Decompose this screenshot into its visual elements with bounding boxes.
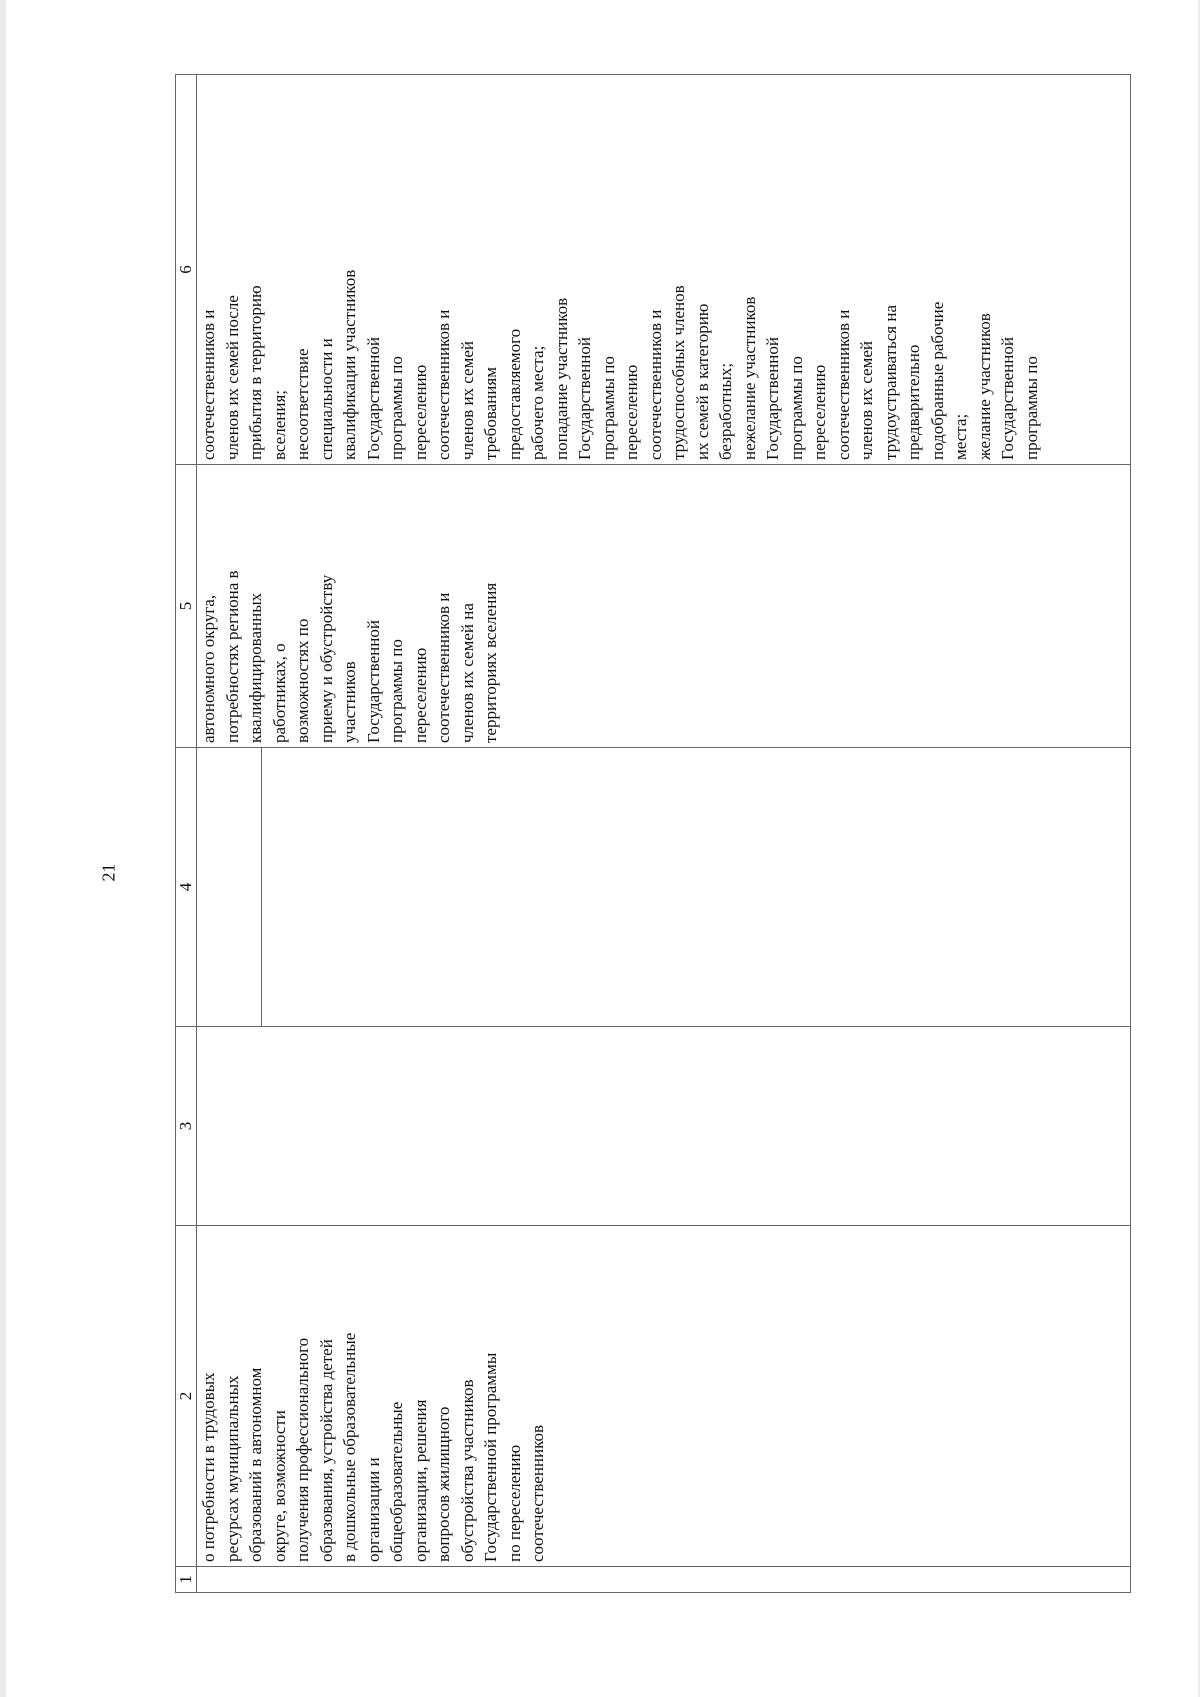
data-table: [175, 74, 1131, 1593]
column-header-3: 3: [176, 1027, 197, 1226]
column-header-6: 6: [176, 75, 197, 465]
cell-col-1: [197, 1567, 1131, 1593]
cell-col-4-upper: [221, 748, 262, 1026]
page-number: 21: [98, 863, 119, 882]
cell-col-4-lower: [261, 748, 1154, 1026]
cell-col-4-split: [221, 748, 1154, 1026]
cell-col-6: соотечественников и членов их семей после прибытия в территорию вселения; несоответствие специальности и квалификации участников Государственной программы по переселению соотечественников и членов их семей требованиям предоставляемого рабочего места; попадание участников Государственной программы по переселению соотечественников и трудоспособных членов их семей в категорию безработных; нежелание участников Государственной программы по переселению соотечественников и членов их семей трудоустраиваться на предварительно подобранные рабочие места; желание участников Государственной программы по: [197, 75, 1131, 465]
column-header-2: 2: [176, 1226, 197, 1567]
column-header-1: 1: [176, 1567, 197, 1593]
header-row: [176, 75, 197, 1593]
cell-col-2: о потребности в трудовых ресурсах муниципальных образований в автономном округе, возможности получения профессионального образования, устройства детей в дошкольные образовательные организации и общеобразовательные организации, решения вопросов жилищного обустройства участников Государственной программы по переселению соотечественников: [197, 1226, 1131, 1567]
column-header-5: 5: [176, 465, 197, 748]
cell-col-3: [197, 1027, 1131, 1226]
document-page: [6, 0, 1198, 1697]
table-row: [197, 75, 1131, 1593]
column-header-4: 4: [176, 748, 197, 1027]
cell-col-5: автономного округа, потребностях региона в квалифицированных работниках, о возможностях по приему и обустройству участников Государственной программы по переселению соотечественников и членов их семей на территориях вселения: [197, 465, 1131, 748]
cell-col-4: [197, 748, 1131, 1027]
rotated-table: [175, 75, 1131, 1593]
